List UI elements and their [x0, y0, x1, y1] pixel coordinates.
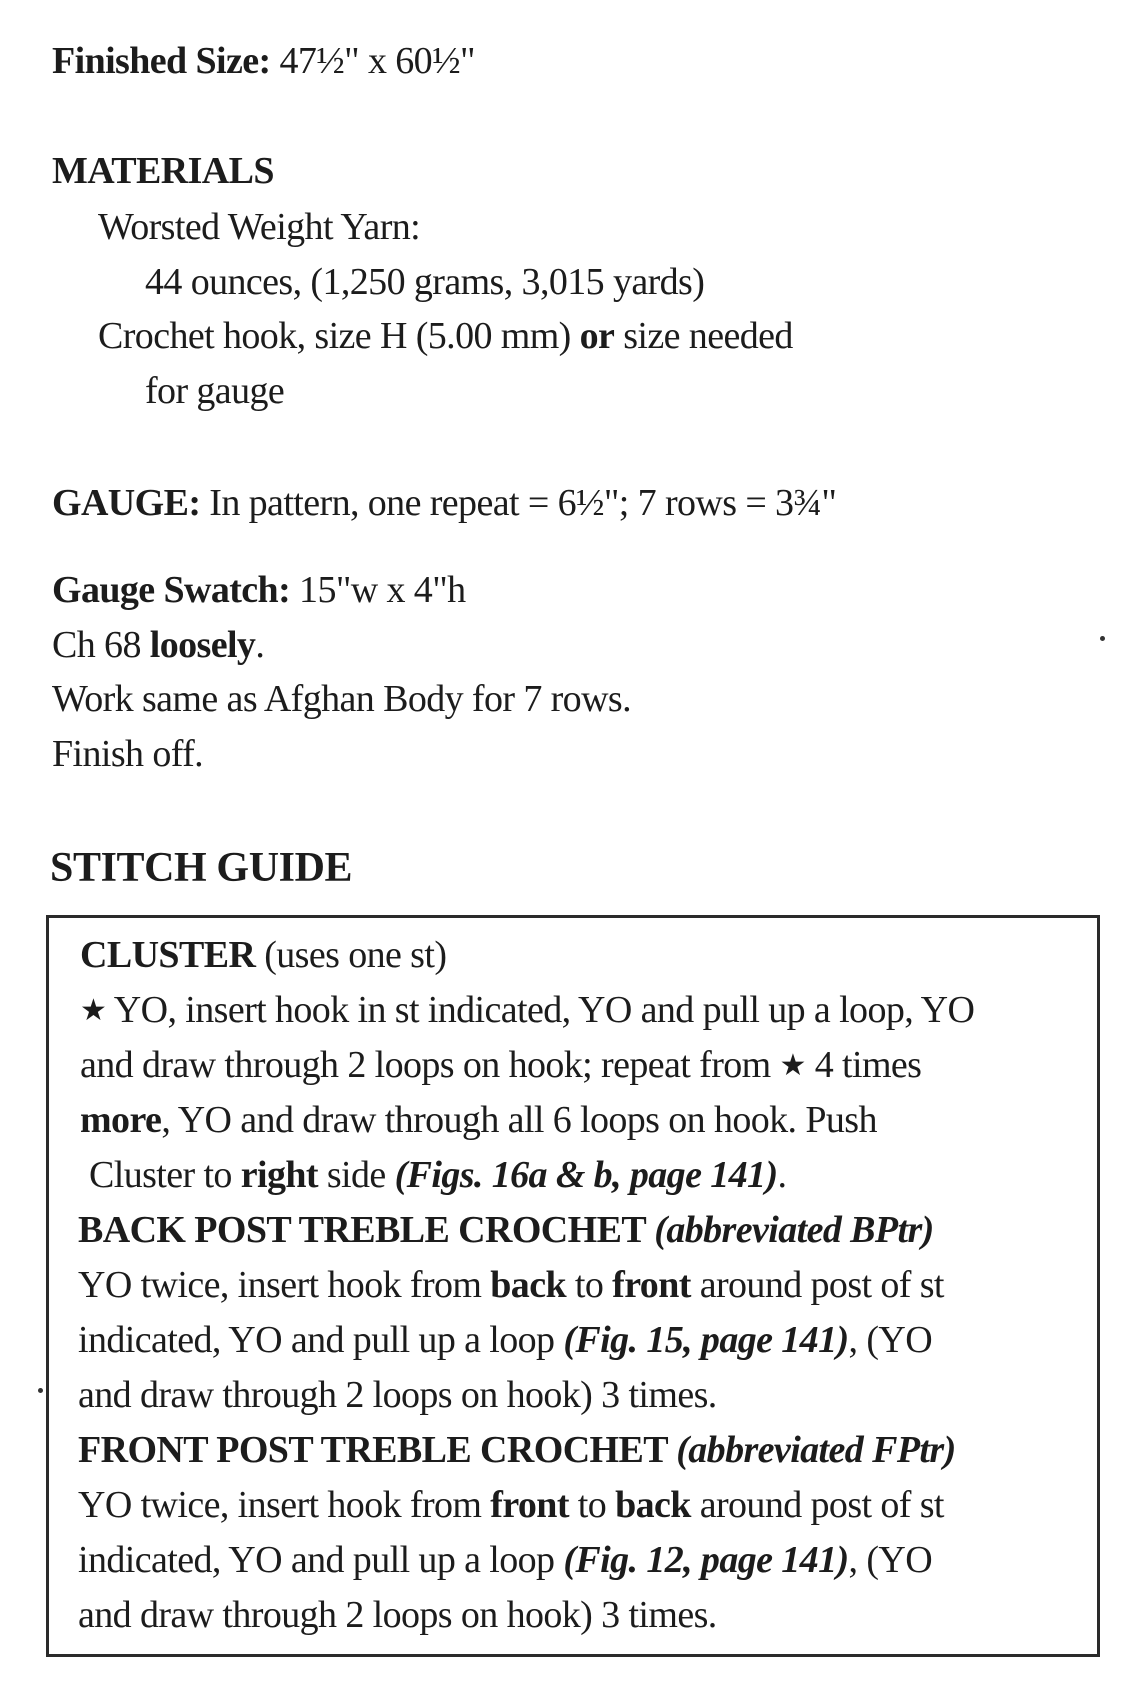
cluster-text-1: YO, insert hook in st indicated, YO and pull up a loop, YO	[106, 989, 975, 1031]
chain-text: Ch 68	[52, 624, 150, 666]
cluster-side: side	[317, 1154, 395, 1196]
fptr-text-1e: around post of st	[690, 1484, 944, 1526]
fptr-line-2	[78, 1533, 932, 1588]
cluster-note: (uses one st)	[255, 934, 447, 976]
gauge-swatch-line	[52, 563, 466, 618]
bptr-front: front	[612, 1264, 691, 1306]
hook-text-2: size needed	[614, 315, 793, 357]
materials-heading: MATERIALS	[52, 150, 274, 192]
cluster-line-2	[80, 1038, 921, 1093]
hook-or: or	[579, 315, 615, 357]
cluster-title-line	[80, 928, 446, 983]
gauge-label: GAUGE:	[52, 482, 201, 524]
fptr-text-2c: , (YO	[848, 1539, 933, 1581]
star-icon: ★	[779, 1049, 806, 1082]
cluster-line-1	[80, 983, 974, 1038]
work-line: Work same as Afghan Body for 7 rows.	[52, 678, 632, 720]
fptr-abbr: (abbreviated FPtr)	[676, 1429, 956, 1471]
fptr-title-line	[78, 1423, 956, 1478]
hook-line-2: for gauge	[145, 370, 285, 412]
finished-size-label: Finished Size:	[52, 40, 271, 82]
gauge-swatch-value: 15"w x 4"h	[290, 569, 466, 611]
bptr-text-1a: YO twice, insert hook from	[78, 1264, 491, 1306]
bptr-to: to	[566, 1264, 613, 1306]
finished-size-value: 47½" x 60½"	[279, 40, 475, 82]
fptr-to: to	[568, 1484, 616, 1526]
fptr-front: front	[490, 1484, 569, 1526]
gauge-swatch-label: Gauge Swatch:	[52, 569, 291, 611]
chain-line	[52, 618, 264, 673]
fptr-text-1a: YO twice, insert hook from	[78, 1484, 491, 1526]
fptr-fig-ref: (Fig. 12, page 141)	[563, 1539, 849, 1581]
bptr-title: BACK POST TREBLE CROCHET	[78, 1209, 655, 1251]
cluster-text-4: Cluster to	[89, 1154, 241, 1196]
cluster-line-3	[80, 1093, 877, 1148]
bptr-back: back	[490, 1264, 566, 1306]
bptr-text-2a: indicated, YO and pull up a loop	[78, 1319, 564, 1361]
cluster-text-2b: 4 times	[805, 1044, 922, 1086]
cluster-text-3: , YO and draw through all 6 loops on hook. Push	[161, 1099, 877, 1141]
cluster-line-4	[89, 1148, 786, 1203]
fptr-title: FRONT POST TREBLE CROCHET	[78, 1429, 677, 1471]
fptr-line-3: and draw through 2 loops on hook) 3 times.	[78, 1594, 717, 1636]
cluster-more: more	[80, 1099, 162, 1141]
fptr-line-1	[78, 1478, 944, 1533]
cluster-title: CLUSTER	[80, 934, 256, 976]
cluster-right: right	[240, 1154, 318, 1196]
fptr-back: back	[615, 1484, 691, 1526]
hook-text: Crochet hook, size H (5.00 mm)	[98, 315, 580, 357]
bptr-line-2	[78, 1313, 932, 1368]
yarn-amount: 44 ounces, (1,250 grams, 3,015 yards)	[145, 261, 705, 303]
star-icon: ★	[80, 994, 107, 1027]
bptr-text-2c: , (YO	[848, 1319, 933, 1361]
bptr-abbr: (abbreviated BPtr)	[654, 1209, 934, 1251]
bptr-fig-ref: (Fig. 15, page 141)	[563, 1319, 849, 1361]
fptr-text-2a: indicated, YO and pull up a loop	[78, 1539, 564, 1581]
hook-line	[98, 309, 793, 364]
finish-line: Finish off.	[52, 733, 204, 775]
cluster-period: .	[777, 1154, 787, 1196]
yarn-label: Worsted Weight Yarn:	[98, 206, 421, 248]
gauge-value: In pattern, one repeat = 6½"; 7 rows = 3¾"	[200, 482, 837, 524]
bptr-line-1	[78, 1258, 944, 1313]
stitch-guide-heading: STITCH GUIDE	[50, 845, 353, 891]
scan-speck	[38, 1388, 43, 1393]
bptr-line-3: and draw through 2 loops on hook) 3 times.	[78, 1374, 717, 1416]
bptr-text-1e: around post of st	[690, 1264, 944, 1306]
gauge-line	[52, 476, 836, 531]
cluster-text-2: and draw through 2 loops on hook; repeat from	[80, 1044, 780, 1086]
cluster-fig-ref: (Figs. 16a & b, page 141)	[394, 1154, 778, 1196]
chain-end: .	[255, 624, 265, 666]
scan-speck	[1100, 636, 1105, 641]
bptr-title-line	[78, 1203, 934, 1258]
finished-size-line	[52, 34, 475, 89]
chain-loosely: loosely	[149, 624, 256, 666]
